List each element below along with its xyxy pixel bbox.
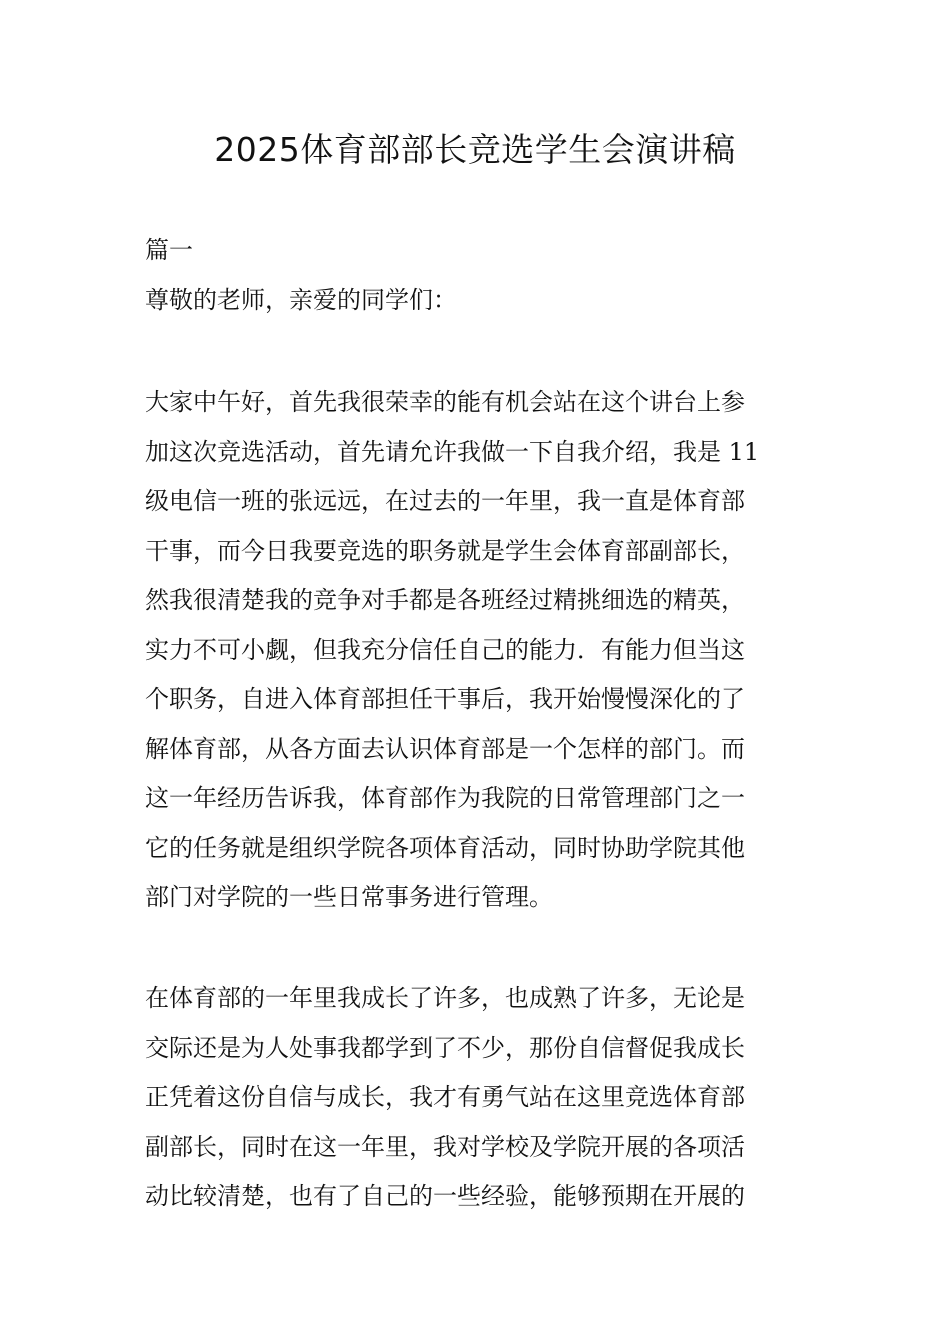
paragraph-line: 正凭着这份自信与成长，我才有勇气站在这里竞选体育部 [145, 1083, 745, 1111]
paragraph-1 [145, 378, 810, 923]
paragraph-line: 动比较清楚，也有了自己的一些经验，能够预期在开展的 [145, 1182, 745, 1210]
paragraph-line: 它的任务就是组织学院各项体育活动，同时协助学院其他 [145, 833, 745, 862]
paragraph-line: 交际还是为人处事我都学到了不少，那份自信督促我成长 [145, 1033, 745, 1062]
paragraph-line: 这一年经历告诉我，体育部作为我院的日常管理部门之一 [145, 784, 745, 812]
paragraph-line: 解体育部，从各方面去认识体育部是一个怎样的部门。而 [145, 734, 745, 763]
paragraph-line: 然我很清楚我的竞争对手都是各班经过精挑细选的精英， [145, 586, 745, 614]
paragraph-line: 加这次竞选活动，首先请允许我做一下自我介绍，我是 11 [145, 437, 760, 466]
paragraph-line: 大家中午好，首先我很荣幸的能有机会站在这个讲台上参 [145, 388, 745, 416]
paragraph-line: 部门对学院的一些日常事务进行管理。 [145, 883, 553, 911]
paragraph-2 [145, 974, 810, 1222]
document-title: 2025体育部部长竞选学生会演讲稿 [214, 130, 736, 169]
paragraph-line: 级电信一班的张远远，在过去的一年里，我一直是体育部 [145, 487, 745, 515]
paragraph-line: 干事，而今日我要竞选的职务就是学生会体育部副部长， [145, 536, 745, 565]
paragraph-line: 实力不可小觑，但我充分信任自己的能力．有能力但当这 [145, 635, 745, 664]
paragraph-line: 副部长，同时在这一年里，我对学校及学院开展的各项活 [145, 1132, 745, 1161]
section-label: 篇一 [145, 236, 193, 264]
paragraph-line: 个职务，自进入体育部担任干事后，我开始慢慢深化的了 [145, 685, 745, 713]
salutation: 尊敬的老师，亲爱的同学们： [145, 286, 457, 314]
paragraph-line: 在体育部的一年里我成长了许多，也成熟了许多，无论是 [145, 984, 745, 1012]
